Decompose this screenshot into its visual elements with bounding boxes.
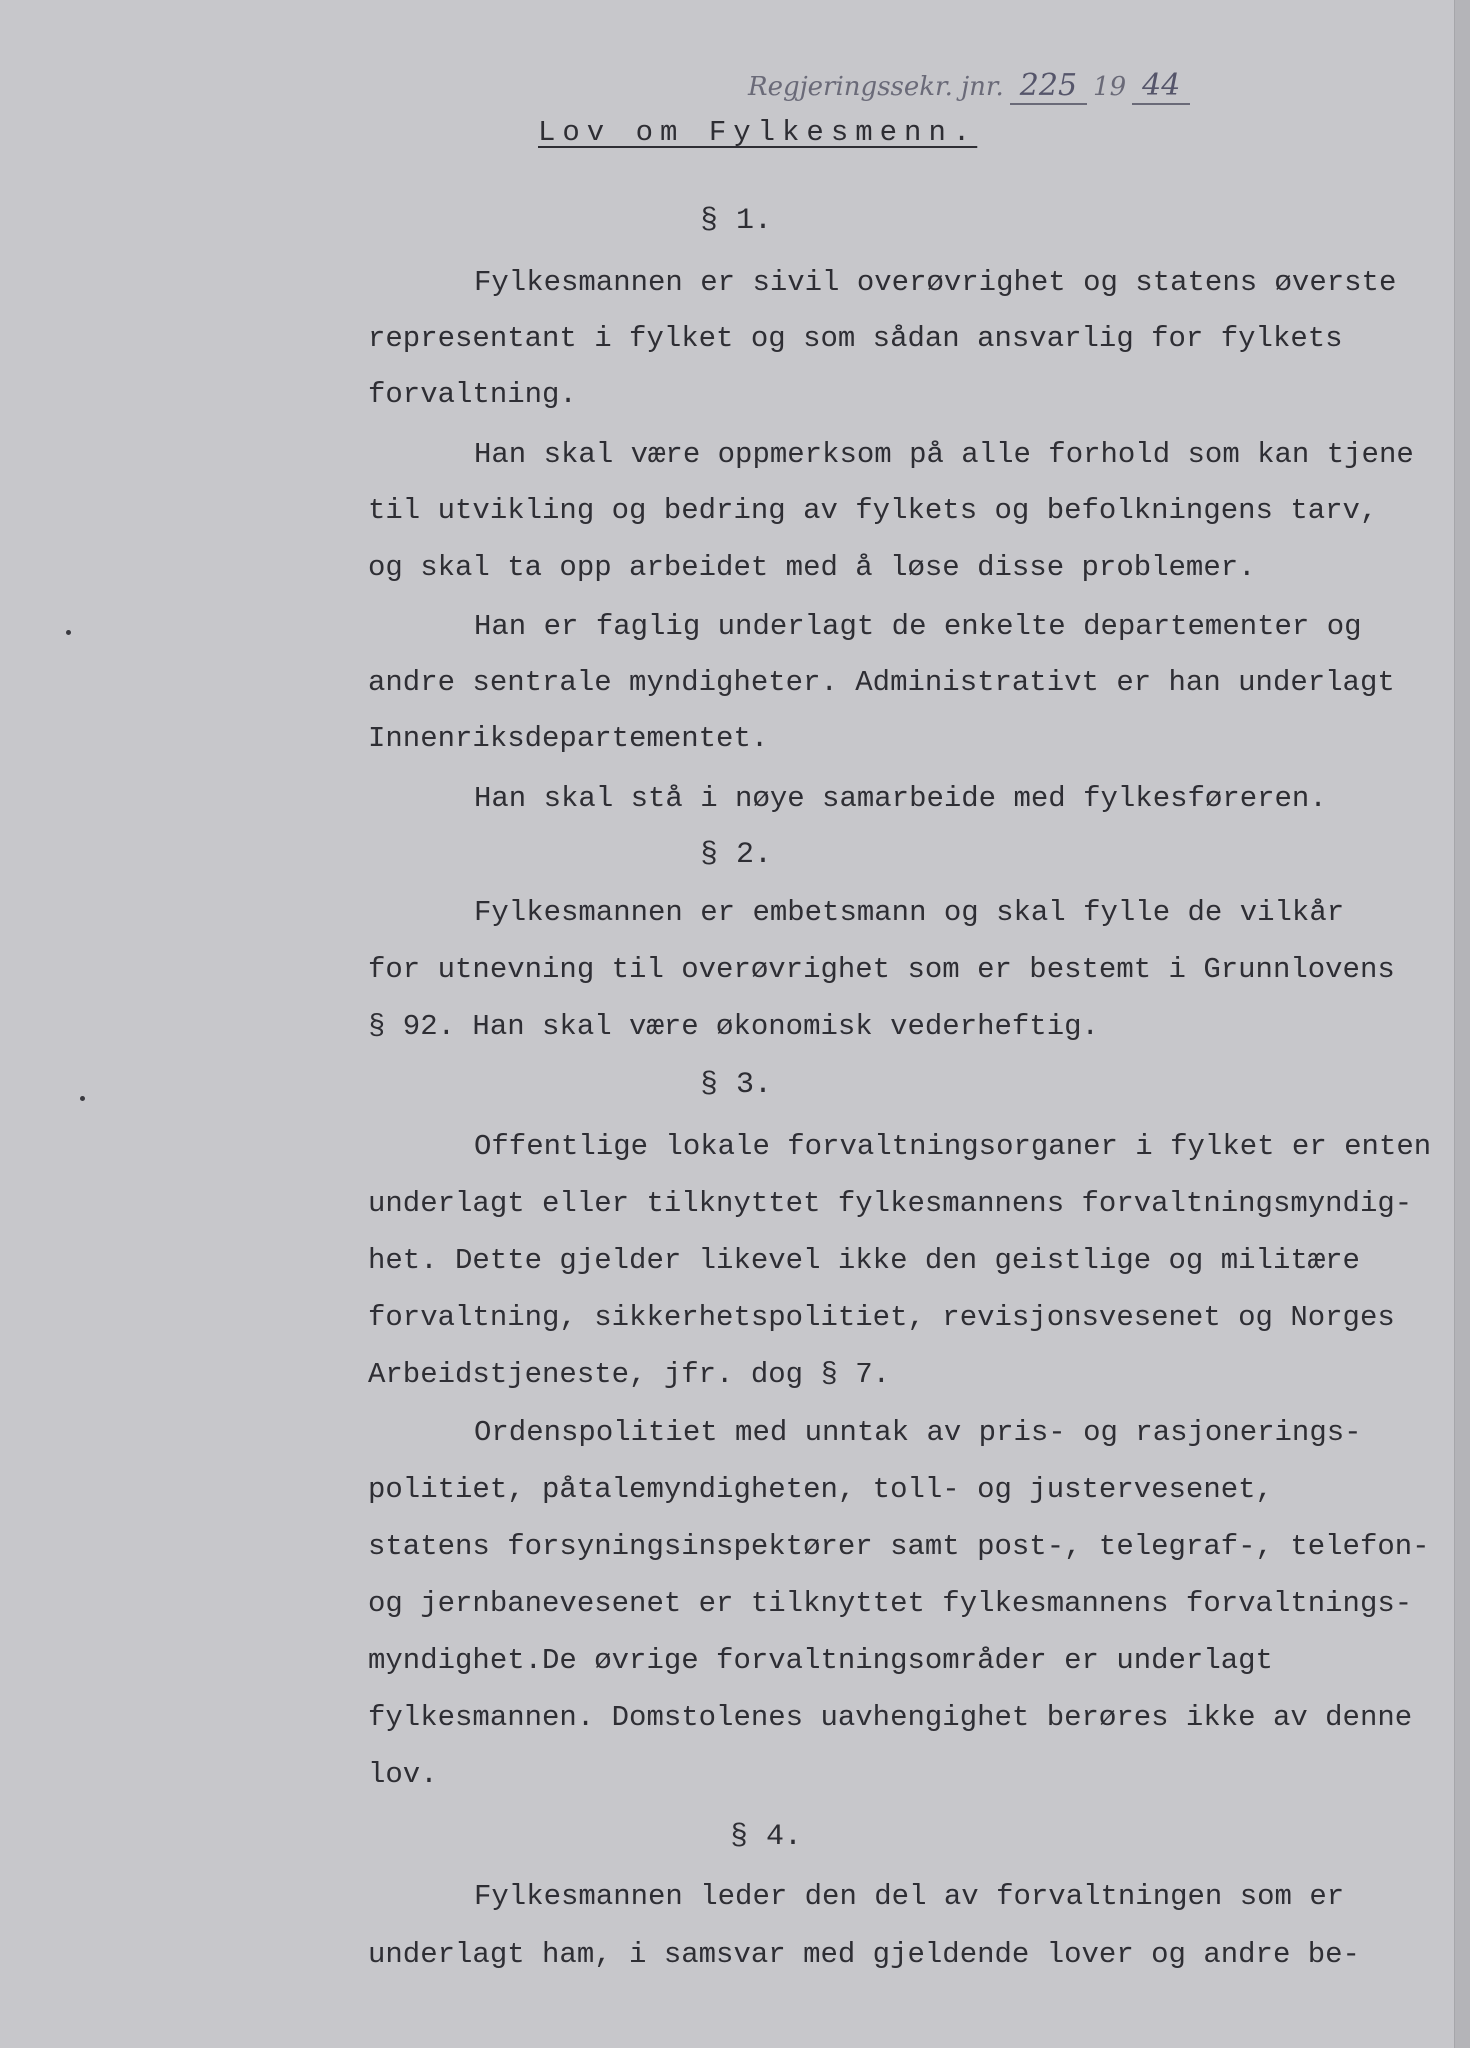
stamp-prefix: Regjeringssekr. jnr. (748, 72, 1004, 102)
section-3-line: politiet, påtalemyndigheten, toll- og justervesenet, (368, 1473, 1273, 1506)
section-1-line: forvaltning. (368, 378, 577, 411)
margin-mark (80, 1096, 85, 1101)
section-1-line: representant i fylket og som sådan ansvarlig for fylkets (368, 322, 1343, 355)
section-1-line: Han er faglig underlagt de enkelte departementer og (474, 610, 1362, 643)
section-2-line: Fylkesmannen er embetsmann og skal fylle de vilkår (474, 896, 1345, 929)
section-3-line: lov. (368, 1758, 438, 1791)
section-3-line: underlagt eller tilknyttet fylkesmannens forvaltningsmyndig- (368, 1187, 1413, 1220)
section-3-line: myndighet.De øvrige forvaltningsområder er underlagt (368, 1644, 1273, 1677)
section-1-line: og skal ta opp arbeidet med å løse disse problemer. (368, 551, 1256, 584)
section-3-line: og jernbanevesenet er tilknyttet fylkesmannens forvaltnings- (368, 1587, 1413, 1620)
margin-mark (66, 630, 71, 635)
section-4-line: underlagt ham, i samsvar med gjeldende lover og andre be- (368, 1938, 1360, 1971)
section-1-line: Fylkesmannen er sivil overøvrighet og statens øverste (474, 266, 1397, 299)
stamp-year-suffix: 44 (1132, 68, 1190, 105)
section-4-heading: § 4. (730, 1820, 803, 1854)
section-2-heading: § 2. (700, 838, 773, 872)
section-4-line: Fylkesmannen leder den del av forvaltningen som er (474, 1880, 1345, 1913)
section-1-line: andre sentrale myndigheter. Administrativt er han underlagt (368, 666, 1395, 699)
section-3-line: forvaltning, sikkerhetspolitiet, revisjonsvesenet og Norges (368, 1301, 1395, 1334)
section-3-line: fylkesmannen. Domstolenes uavhengighet berøres ikke av denne (368, 1701, 1413, 1734)
document-title: Lov om Fylkesmenn. (538, 116, 978, 149)
section-3-heading: § 3. (700, 1068, 773, 1102)
stamp-number: 225 (1010, 68, 1087, 105)
section-1-heading: § 1. (700, 204, 773, 238)
section-3-line: Arbeidstjeneste, jfr. dog § 7. (368, 1358, 891, 1391)
section-1-line: Innenriksdepartementet. (368, 722, 769, 755)
section-1-line: Han skal være oppmerksom på alle forhold som kan tjene (474, 438, 1414, 471)
section-3-line: statens forsyningsinspektører samt post-, telegraf-, telefon- (368, 1530, 1430, 1563)
section-1-line: Han skal stå i nøye samarbeide med fylkesføreren. (474, 782, 1327, 815)
registry-stamp (748, 68, 1196, 105)
stamp-year-prefix: 19 (1093, 72, 1127, 102)
section-2-line: for utnevning til overøvrighet som er bestemt i Grunnlovens (368, 953, 1395, 986)
section-2-line: § 92. Han skal være økonomisk vederheftig. (368, 1010, 1099, 1043)
section-3-line: Offentlige lokale forvaltningsorganer i fylket er enten (474, 1130, 1432, 1163)
section-3-line: Ordenspolitiet med unntak av pris- og rasjonerings- (474, 1416, 1362, 1449)
section-3-line: het. Dette gjelder likevel ikke den geistlige og militære (368, 1244, 1360, 1277)
section-1-line: til utvikling og bedring av fylkets og befolkningens tarv, (368, 494, 1378, 527)
page-edge (1454, 0, 1470, 2048)
